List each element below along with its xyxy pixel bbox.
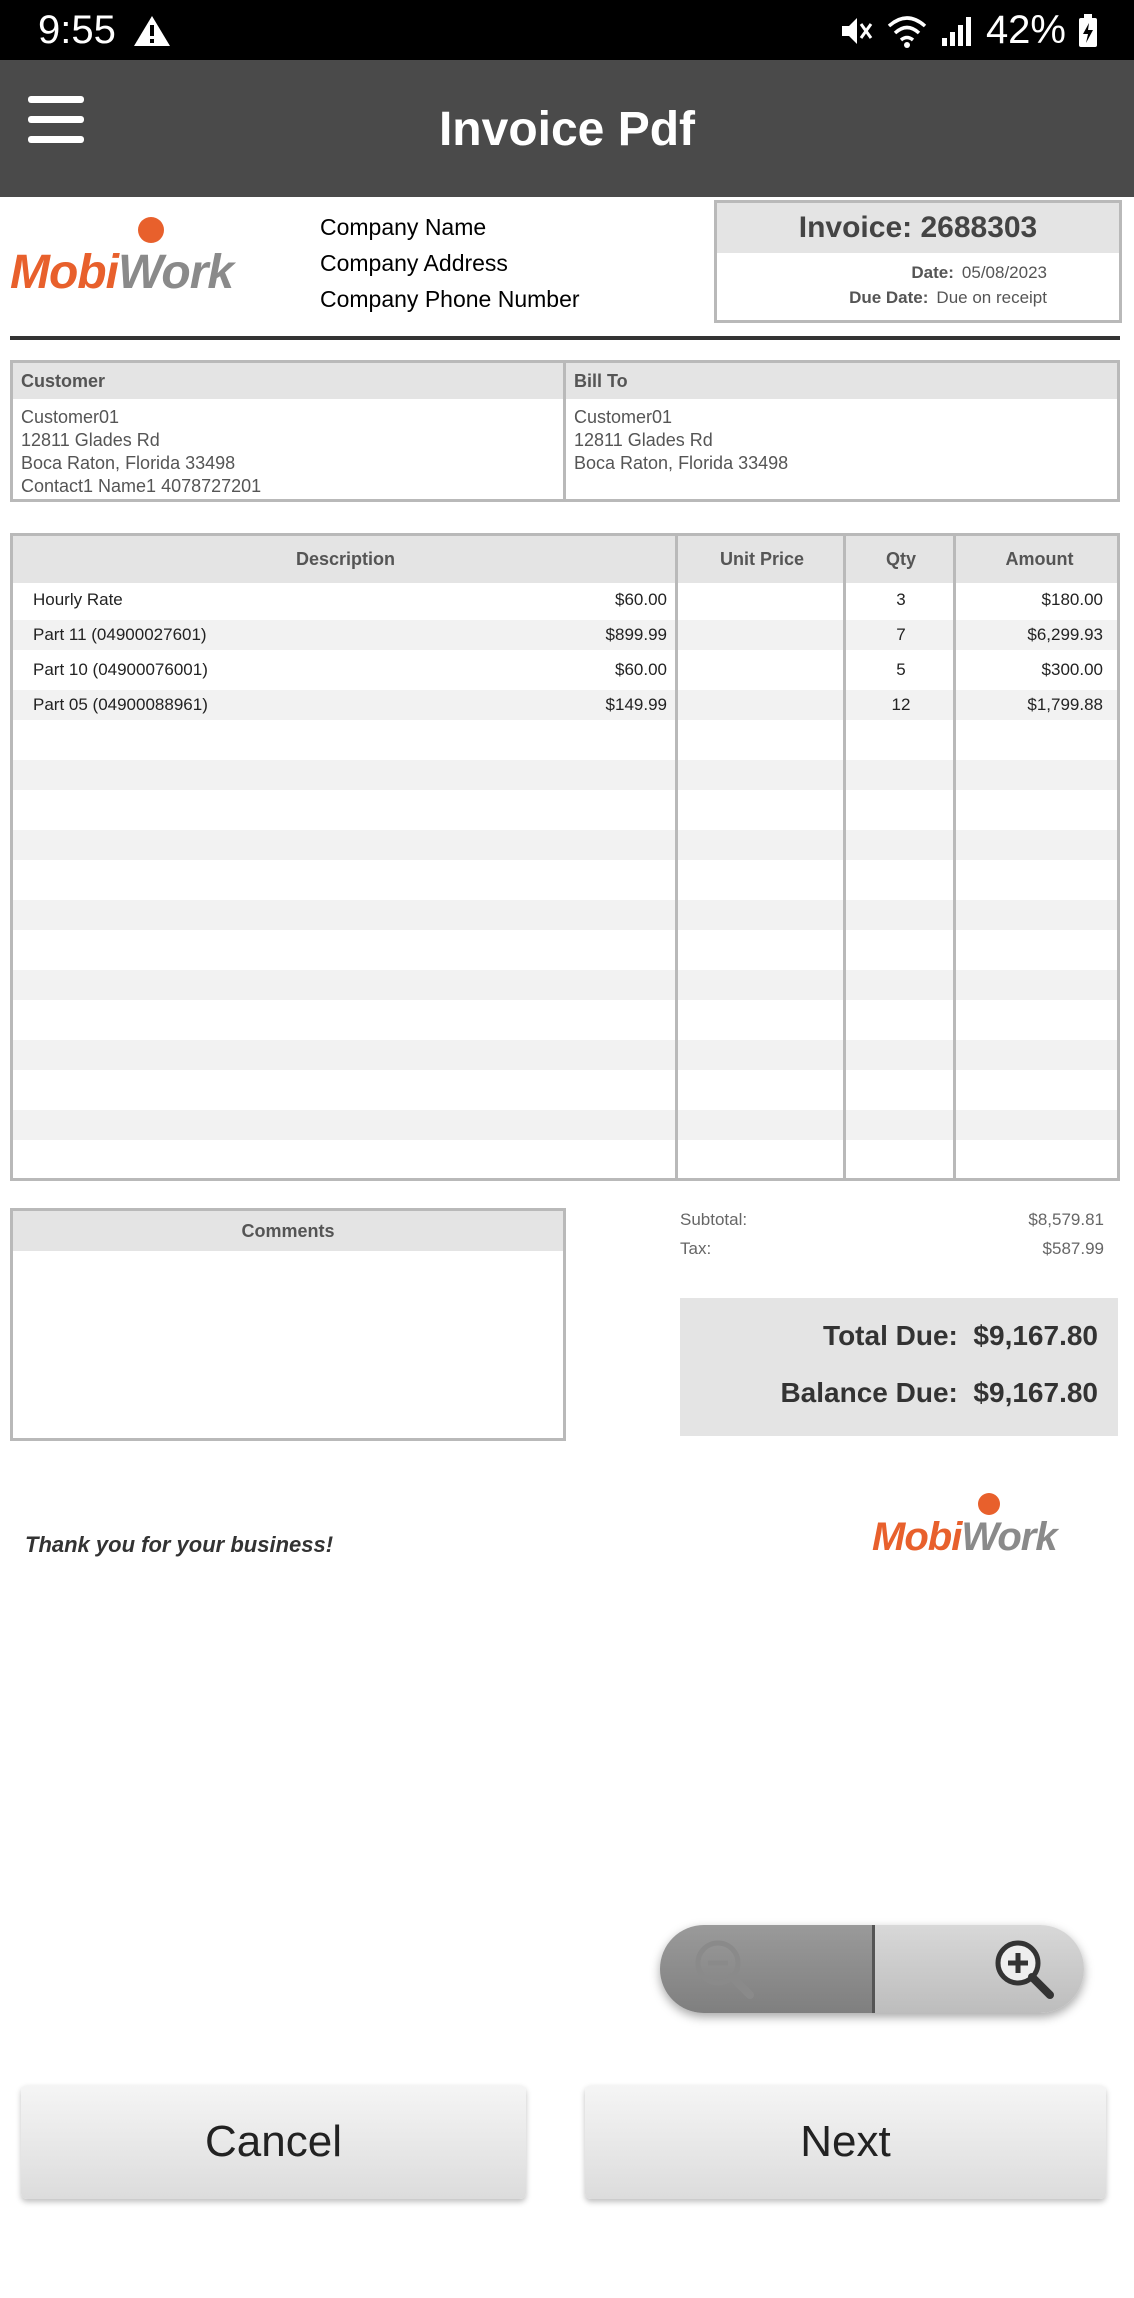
company-phone: Company Phone Number: [320, 286, 580, 312]
zoom-out-icon: [690, 1935, 758, 2003]
wifi-icon: [886, 14, 928, 48]
zoom-control: [660, 1925, 1084, 2013]
tax-row: [680, 1239, 1104, 1259]
company-name: Company Name: [320, 214, 487, 240]
row-description: Part 05 (04900088961): [33, 695, 208, 714]
col-description: Description: [295, 549, 396, 569]
mute-icon: [838, 13, 874, 49]
bill-to-line: Boca Raton, Florida 33498: [574, 453, 789, 473]
invoice-info-box: [714, 200, 1122, 323]
amount-due-box: [680, 1298, 1118, 1436]
zoom-in-icon: [990, 1935, 1058, 2003]
warning-icon: [132, 14, 172, 48]
due-date-label: Due Date:: [849, 288, 929, 307]
zoom-out-button[interactable]: [660, 1925, 872, 2013]
row-description: Part 10 (04900076001): [33, 660, 208, 679]
row-amount: $1,799.88: [1027, 695, 1103, 714]
tax-value: $587.99: [1042, 1239, 1104, 1258]
subtotal-row: [680, 1210, 1104, 1230]
comments-header: Comments: [13, 1211, 563, 1251]
balance-due-label: Balance Due:: [780, 1377, 958, 1408]
col-qty: Qty: [885, 549, 916, 569]
total-due-value: $9,167.80: [973, 1320, 1098, 1351]
app-bar: [0, 60, 1134, 197]
bill-to-line: 12811 Glades Rd: [574, 430, 713, 450]
customer-line: 12811 Glades Rd: [21, 430, 160, 450]
row-description: Part 11 (04900027601): [33, 625, 207, 644]
bill-to-box: [563, 360, 1120, 502]
footer-logo: MobiWork: [872, 1515, 1057, 1560]
bill-to-header: Bill To: [566, 363, 1117, 399]
subtotal-label: Subtotal:: [680, 1210, 748, 1229]
date-label: Date:: [911, 263, 954, 282]
row-amount: $180.00: [1041, 590, 1103, 609]
row-unit-price: $60.00: [615, 590, 667, 609]
row-qty: 5: [896, 660, 906, 679]
page-title: Invoice Pdf: [438, 103, 696, 156]
thank-you-note: Thank you for your business!: [25, 1532, 334, 1557]
customer-line: Boca Raton, Florida 33498: [21, 453, 236, 473]
header-divider: [10, 336, 1120, 340]
customer-header: Customer: [13, 363, 563, 399]
company-logo: MobiWork: [10, 245, 233, 300]
customer-line: Customer01: [21, 407, 120, 427]
row-amount: $300.00: [1041, 660, 1103, 679]
battery-icon: [1078, 14, 1098, 48]
signal-icon: [940, 14, 974, 48]
line-items-table: [10, 533, 1120, 1181]
bill-to-line: Customer01: [574, 407, 673, 427]
comments-box: [10, 1208, 566, 1441]
row-qty: 12: [891, 695, 911, 714]
row-description: Hourly Rate: [33, 590, 123, 609]
invoice-due-date: Due on receipt: [936, 288, 1047, 307]
subtotal-value: $8,579.81: [1028, 1210, 1104, 1229]
next-button[interactable]: Next: [585, 2085, 1106, 2199]
zoom-in-button[interactable]: [875, 1925, 1084, 2013]
status-bar: [0, 0, 1134, 60]
company-address: Company Address: [320, 250, 508, 276]
battery-percent: 42%: [985, 8, 1066, 52]
customer-box: [10, 360, 566, 502]
row-qty: 3: [896, 590, 906, 609]
total-due-label: Total Due:: [823, 1320, 958, 1351]
col-unit-price: Unit Price: [719, 549, 805, 569]
invoice-number: Invoice: 2688303: [717, 203, 1119, 253]
customer-line: Contact1 Name1 4078727201: [21, 476, 262, 496]
tax-label: Tax:: [680, 1239, 712, 1258]
invoice-document: [0, 197, 1134, 2097]
col-amount: Amount: [1005, 549, 1074, 569]
balance-due-value: $9,167.80: [973, 1377, 1098, 1408]
status-time: 9:55: [38, 8, 116, 52]
invoice-date: 05/08/2023: [961, 263, 1047, 282]
company-info: [320, 209, 580, 317]
row-unit-price: $60.00: [615, 660, 667, 679]
cancel-button[interactable]: Cancel: [21, 2085, 526, 2199]
row-unit-price: $899.99: [605, 625, 667, 644]
row-amount: $6,299.93: [1027, 625, 1103, 644]
row-qty: 7: [896, 625, 906, 644]
row-unit-price: $149.99: [605, 695, 667, 714]
